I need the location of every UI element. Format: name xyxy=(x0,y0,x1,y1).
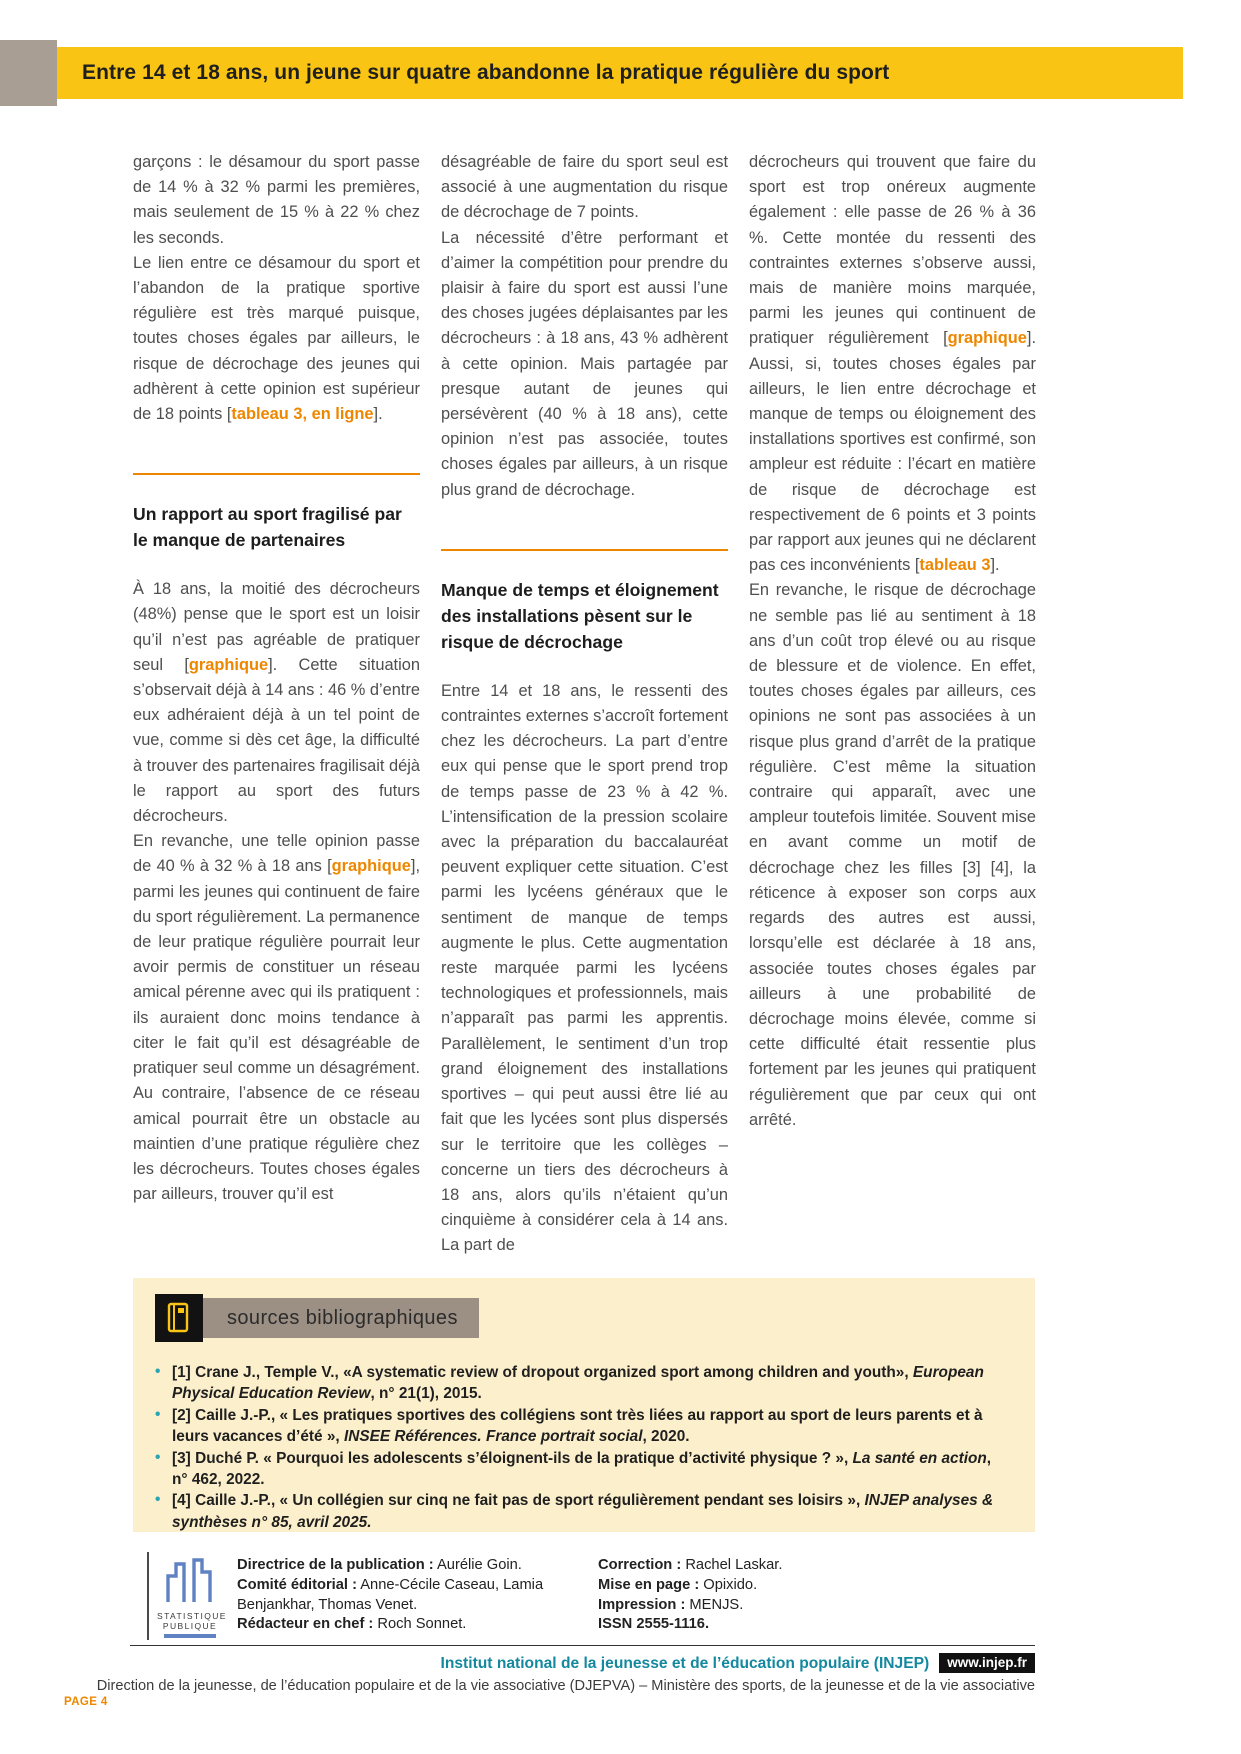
page-number: PAGE 4 xyxy=(64,1696,108,1708)
bullet-icon: • xyxy=(155,1448,161,1466)
credit-line: Rédacteur en chef : Roch Sonnet. xyxy=(237,1616,467,1633)
page-title-banner xyxy=(57,47,1183,99)
footer-rule xyxy=(130,1645,1035,1646)
sources-title-bar xyxy=(203,1298,479,1338)
body-paragraph: En revanche, une telle opinion passe de 40 % à 32 % à 18 ans [graphique], parmi les jeunes qui continuent de faire du sport régulièrement. La permanence de leur pratique régulière pourrait leur avoir permis de constituer un réseau amical pérenne avec qui ils pratiquent : ils auraient donc moins tendance à citer le fait qu’il est désagréable de pratiquer seul comme un désagrément. Au contraire, l’absence de ce réseau amical pourrait être un obstacle au maintien d’une pratique régulière chez les décrocheurs. Toutes choses égales par ailleurs, trouver qu’il est xyxy=(133,832,421,1204)
section-heading: Un rapport au sport fragilisé par le manque de partenaires xyxy=(133,504,402,551)
institute-name: Institut national de la jeunesse et de l’éducation populaire (INJEP) xyxy=(440,1655,930,1672)
bibliography-entry: • [1] Crane J., Temple V., «A systematic review of dropout organized sport among children and youth», European Physical Education Review, n° 21(1), 2015. xyxy=(155,1363,984,1403)
institute-line xyxy=(441,1653,1035,1673)
credits-right xyxy=(598,1556,908,1635)
text-run: INJEP analyses & synthèses n° 85, avril 2025. xyxy=(172,1492,994,1531)
sources-box xyxy=(133,1278,1035,1532)
bibliography-entry: • [3] Duché P. « Pourquoi les adolescents s’éloignent-ils de la pratique d’activité physique ? », La santé en action, n° 462, 2022. xyxy=(155,1448,992,1489)
section-divider xyxy=(441,549,728,551)
sources-header xyxy=(155,1294,1035,1342)
credit-line: Comité éditorial : Anne-Cécile Caseau, Lamia Benjankhar, Thomas Venet. xyxy=(237,1576,544,1613)
footer-divider-vertical xyxy=(147,1552,149,1640)
text-run: Comité éditorial : xyxy=(237,1576,357,1593)
bullet-icon: • xyxy=(155,1491,161,1509)
body-paragraph: décrocheurs qui trouvent que faire du sport est trop onéreux augmente également : elle passe de 26 % à 36 %. Cette montée du ressenti des contraintes externes s’observe aussi, mais de manière moins marquée, parmi les jeunes qui continuent de pratiquer régulièrement [graphique]. Aussi, si, toutes choses égales par ailleurs, le lien entre décrochage et manque de temps ou éloignement des installations sportives est confirmé, son ampleur est réduite : l’écart en matière de risque de décrochage est respectivement de 6 points et 3 points par rapport aux jeunes qui ne déclarent pas ces inconvénients [tableau 3]. xyxy=(749,153,1036,575)
credit-line: Mise en page : Opixido. xyxy=(598,1576,758,1593)
text-run: European Physical Education Review xyxy=(172,1364,984,1403)
body-paragraph: À 18 ans, la moitié des décrocheurs (48%) pense que le sport est un loisir qu’il n’est pas agréable de pratiquer seul [graphique]. Cette situation s’observait déjà à 14 ans : 46 % d’entre eux adhéraient déjà à un tel point de vue, comme si dès cet âge, la difficulté à trouver des partenaires fragilisait déjà le rapport au sport des futurs décrocheurs. xyxy=(133,580,421,826)
body-paragraph: garçons : le désamour du sport passe de 14 % à 32 % parmi les premières, mais seulement de 15 % à 22 % chez les seconds. xyxy=(133,153,420,247)
body-paragraph: En revanche, le risque de décrochage ne semble pas lié au sentiment à 18 ans d’un coût trop élevé ou au risque de blessure et de violence. En effet, toutes choses égales par ailleurs, ces opinions ne sont pas associées à un risque plus grand d’arrêt de la pratique régulière. C’est même la situation contraire qui apparaît, avec une ampleur toutefois limitée. Souvent mise en avant comme un motif de décrochage chez les filles [3] [4], la réticence à exposer son corps aux regards des autres est aussi, lorsqu’elle est déclarée à 18 ans, associée toutes choses égales par ailleurs à une probabilité de décrochage moins élevée, comme si cette difficulté était ressentie plus fortement par les jeunes qui pratiquent régulièrement que par ceux qui ont arrêté. xyxy=(749,581,1036,1129)
text-run: Directrice de la publication : xyxy=(237,1557,434,1573)
ministry-line: Direction de la jeunesse, de l’éducation populaire et de la vie associative (DJEPVA) – Ministère des sports, de la jeunesse et de la vie associative xyxy=(96,1678,1035,1694)
body-paragraph: désagréable de faire du sport seul est associé à une augmentation du risque de décrochage de 7 points. xyxy=(441,153,728,222)
body-paragraph: Entre 14 et 18 ans, le ressenti des contraintes externes s’accroît fortement chez les décrocheurs. La part d’entre eux qui pense que le sport prend trop de temps passe de 23 % à 42 %. L’intensification de la pression scolaire avec la préparation du baccalauréat peuvent expliquer cette situation. C’est parmi les lycéens généraux que le sentiment de manque de temps augmente le plus. Cette augmentation reste marquée parmi les lycéens technologiques et professionnels, mais n’apparaît pas parmi les apprentis. Parallèlement, le sentiment d’un trop grand éloignement des installations sportives – qui peut aussi être lié au fait que les lycées sont plus dispersés sur le territoire que les collèges – concerne un tiers des décrocheurs à 18 ans, alors qu’ils n’étaient qu’un cinquième à considérer cela à 14 ans. La part de xyxy=(441,681,728,1255)
inline-reference-link[interactable]: graphique xyxy=(331,857,411,876)
book-icon xyxy=(155,1294,203,1342)
bibliography-entry: • [4] Caille J.-P., « Un collégien sur cinq ne fait pas de sport régulièrement pendant ses loisirs », INJEP analyses & synthèses n° 85, avril 2025. xyxy=(155,1491,994,1531)
text-run: ISSN 2555-1116. xyxy=(598,1616,710,1633)
text-run: Mise en page : xyxy=(598,1576,700,1593)
logo-word-2: PUBLIQUE xyxy=(162,1621,218,1631)
bibliography-list xyxy=(155,1362,1005,1533)
credit-line xyxy=(598,1615,908,1635)
text-run: Rédacteur en chef : xyxy=(237,1616,374,1633)
credits-left xyxy=(237,1556,547,1635)
logo-underline xyxy=(164,1634,216,1638)
banner-corner-chip xyxy=(0,40,57,106)
statistique-publique-logo xyxy=(157,1556,227,1638)
text-run: Impression : xyxy=(598,1596,686,1613)
bullet-icon: • xyxy=(155,1405,161,1423)
section-divider xyxy=(133,473,420,475)
credit-line: Correction : Rachel Laskar. xyxy=(598,1557,783,1573)
article-column-3 xyxy=(749,150,1036,1259)
body-paragraph: Le lien entre ce désamour du sport et l’abandon de la pratique sportive régulière est très marqué puisque, toutes choses égales par ailleurs, le risque de décrochage des jeunes qui adhèrent à cette opinion est supérieur de 18 points [tableau 3, en ligne]. xyxy=(133,253,420,424)
page-title: Entre 14 et 18 ans, un jeune sur quatre abandonne la pratique régulière du sport xyxy=(82,61,890,84)
credit-line: Directrice de la publication : Aurélie Goin. xyxy=(237,1557,522,1573)
text-run: INSEE Références. France portrait social xyxy=(343,1428,643,1446)
text-run: Correction : xyxy=(598,1557,682,1573)
logo-word-1: STATISTIQUE xyxy=(157,1611,227,1621)
sources-title: sources bibliographiques xyxy=(227,1306,458,1329)
inline-reference-link[interactable]: graphique xyxy=(188,655,269,674)
article-body xyxy=(133,150,1036,1259)
article-column-2 xyxy=(441,150,728,1259)
text-run: La santé en action xyxy=(852,1449,987,1467)
website-badge[interactable]: www.injep.fr xyxy=(939,1653,1035,1673)
bullet-icon: • xyxy=(155,1363,161,1380)
inline-reference-link[interactable]: graphique xyxy=(947,329,1027,348)
article-column-1 xyxy=(133,150,420,1259)
body-paragraph: La nécessité d’être performant et d’aimer la compétition pour prendre du plaisir à faire du sport est aussi l’une des choses jugées déplaisantes par les décrocheurs : à 18 ans, 43 % adhèrent à cette opinion. Mais partagée par presque autant de jeunes qui persévèrent (40 % à 18 ans), cette opinion n’est pas associée, toutes choses égales par ailleurs, à un risque plus grand de décrochage. xyxy=(441,228,728,499)
bibliography-entry: • [2] Caille J.-P., « Les pratiques sportives des collégiens sont très liées au rapport au sport de leurs parents et à leurs vacances d’été », INSEE Références. France portrait social, 2020. xyxy=(155,1405,983,1446)
credit-line: Impression : MENJS. xyxy=(598,1596,744,1613)
buildings-icon xyxy=(164,1556,216,1604)
inline-reference-link[interactable]: tableau 3 xyxy=(919,556,991,575)
inline-reference-link[interactable]: tableau 3, en ligne xyxy=(231,405,374,424)
section-heading: Manque de temps et éloignement des installations pèsent sur le risque de décrochage xyxy=(441,579,719,652)
